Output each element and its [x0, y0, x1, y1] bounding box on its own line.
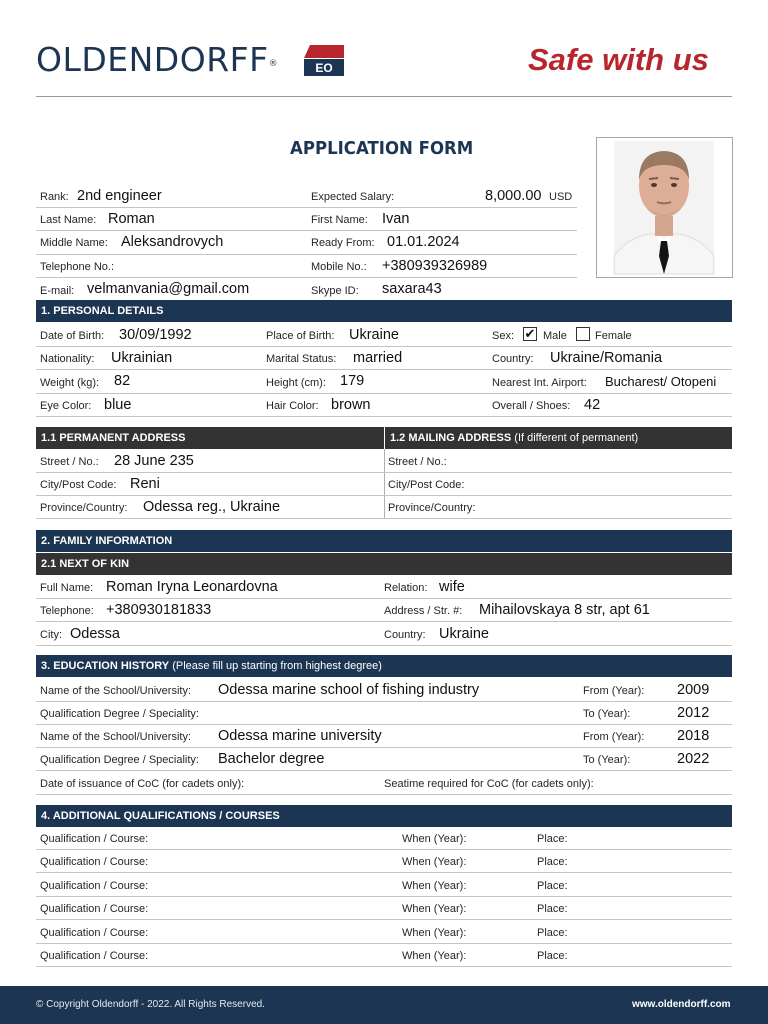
logo-registered-mark: ® — [268, 59, 279, 69]
province-value[interactable]: Odessa reg., Ukraine — [143, 499, 281, 515]
sex-male-label: Male — [543, 330, 567, 342]
school2-value[interactable]: Odessa marine university — [218, 728, 382, 744]
mailing-address-title: 1.2 MAILING ADDRESS — [390, 432, 512, 444]
dob-value[interactable]: 30/09/1992 — [119, 327, 192, 343]
kin-name-value[interactable]: Roman Iryna Leonardovna — [106, 579, 278, 595]
education-title: 3. EDUCATION HISTORY — [41, 660, 170, 672]
kin-city-value[interactable]: Odessa — [70, 626, 120, 642]
shoes-label: Overall / Shoes: — [492, 400, 571, 412]
personal-details-header: 1. PERSONAL DETAILS — [36, 300, 732, 322]
last-name-label: Last Name: — [40, 214, 97, 226]
course-place-label: Place: — [537, 856, 568, 868]
nationality-value[interactable]: Ukrainian — [111, 350, 173, 366]
course-when-label: When (Year): — [402, 856, 467, 868]
airport-value[interactable]: Bucharest/ Otopeni — [605, 374, 717, 389]
kin-country-label: Country: — [384, 629, 426, 641]
sex-label: Sex: — [492, 330, 515, 342]
kin-telephone-value[interactable]: +380930181833 — [106, 602, 212, 618]
marital-value[interactable]: married — [353, 350, 403, 366]
expected-salary-label: Expected Salary: — [311, 191, 395, 203]
rank-label: Rank: — [40, 191, 69, 203]
last-name-value[interactable]: Roman — [108, 211, 155, 227]
ready-from-value[interactable]: 01.01.2024 — [387, 234, 460, 250]
eye-color-value[interactable]: blue — [104, 397, 132, 413]
from2-value[interactable]: 2018 — [677, 728, 710, 744]
row-divider — [36, 770, 732, 771]
street-value[interactable]: 28 June 235 — [114, 453, 194, 469]
row-divider — [36, 747, 732, 748]
weight-label: Weight (kg): — [40, 377, 100, 389]
seatime-label: Seatime required for CoC (for cadets only): — [384, 778, 594, 790]
course-place-label: Place: — [537, 880, 568, 892]
marital-label: Marital Status: — [266, 353, 337, 365]
to2-label: To (Year): — [583, 754, 631, 766]
country-label: Country: — [492, 353, 534, 365]
kin-address-value[interactable]: Mihailovskaya 8 str, apt 61 — [479, 602, 650, 618]
hair-color-value[interactable]: brown — [331, 397, 371, 413]
pob-value[interactable]: Ukraine — [349, 327, 399, 343]
row-divider — [36, 207, 577, 208]
row-divider — [36, 724, 732, 725]
course-qualification-label: Qualification / Course: — [40, 903, 149, 915]
city-value[interactable]: Reni — [130, 476, 160, 492]
expected-salary-value[interactable]: 8,000.00 — [485, 188, 542, 204]
airport-label: Nearest Int. Airport: — [492, 377, 587, 389]
footer-website-link[interactable]: www.oldendorff.com — [632, 999, 731, 1010]
from1-label: From (Year): — [583, 685, 645, 697]
row-divider — [36, 416, 732, 417]
row-divider — [36, 919, 732, 920]
additional-qualifications-header: 4. ADDITIONAL QUALIFICATIONS / COURSES — [36, 805, 732, 827]
from1-value[interactable]: 2009 — [677, 682, 710, 698]
telephone-label: Telephone No.: — [40, 261, 114, 273]
email-value[interactable]: velmanvania@gmail.com — [87, 281, 250, 297]
kin-city-label: City: — [40, 629, 62, 641]
mailing-address-note: (If different of permanent) — [511, 432, 639, 444]
education-header — [36, 655, 732, 677]
row-divider — [36, 277, 577, 278]
ready-from-label: Ready From: — [311, 237, 375, 249]
mailing-address-header — [385, 427, 732, 449]
row-divider — [36, 393, 732, 394]
relation-label: Relation: — [384, 582, 428, 594]
footer-copyright: © Copyright Oldendorff - 2022. All Rights Reserved. — [36, 999, 265, 1010]
row-divider — [36, 621, 732, 622]
mobile-value[interactable]: +380939326989 — [382, 258, 488, 274]
row-divider — [36, 896, 732, 897]
skype-label: Skype ID: — [311, 285, 359, 297]
from2-label: From (Year): — [583, 731, 645, 743]
country-value[interactable]: Ukraine/Romania — [550, 350, 663, 366]
city-label: City/Post Code: — [40, 479, 117, 491]
course-when-label: When (Year): — [402, 903, 467, 915]
row-divider — [36, 794, 732, 795]
form-title: APPLICATION FORM — [290, 138, 474, 159]
school2-label: Name of the School/University: — [40, 731, 192, 743]
course-qualification-label: Qualification / Course: — [40, 927, 149, 939]
qual2-label: Qualification Degree / Speciality: — [40, 754, 199, 766]
row-divider — [36, 254, 577, 255]
sex-male-checkbox[interactable]: ✔ — [524, 326, 536, 341]
school1-value[interactable]: Odessa marine school of fishing industry — [218, 682, 480, 698]
to2-value[interactable]: 2022 — [677, 751, 710, 767]
relation-value[interactable]: wife — [439, 579, 465, 595]
province-label: Province/Country: — [40, 502, 128, 514]
shoes-value[interactable]: 42 — [584, 397, 601, 413]
row-divider — [36, 701, 732, 702]
middle-name-value[interactable]: Aleksandrovych — [121, 234, 224, 250]
middle-name-label: Middle Name: — [40, 237, 108, 249]
row-divider — [36, 943, 732, 944]
row-divider — [36, 495, 732, 496]
eo-badge-icon — [304, 45, 344, 76]
row-divider — [36, 369, 732, 370]
qual2-value[interactable]: Bachelor degree — [218, 751, 325, 767]
weight-value[interactable]: 82 — [114, 373, 131, 389]
first-name-value[interactable]: Ivan — [382, 211, 410, 227]
first-name-label: First Name: — [311, 214, 368, 226]
badge-text: EO — [315, 61, 333, 75]
permanent-address-header: 1.1 PERMANENT ADDRESS — [36, 427, 384, 449]
course-when-label: When (Year): — [402, 880, 467, 892]
course-when-label: When (Year): — [402, 950, 467, 962]
kin-telephone-label: Telephone: — [40, 605, 94, 617]
rank-value[interactable]: 2nd engineer — [77, 188, 162, 204]
eye-color-label: Eye Color: — [40, 400, 92, 412]
row-divider — [36, 518, 732, 519]
course-qualification-label: Qualification / Course: — [40, 880, 149, 892]
mailing-street-label: Street / No.: — [388, 456, 447, 468]
address-column-divider — [384, 449, 385, 519]
row-divider — [36, 849, 732, 850]
mobile-label: Mobile No.: — [311, 261, 367, 273]
hair-color-label: Hair Color: — [266, 400, 319, 412]
course-when-label: When (Year): — [402, 833, 467, 845]
company-logo — [36, 40, 278, 80]
skype-value[interactable]: saxara43 — [382, 281, 442, 297]
course-when-label: When (Year): — [402, 927, 467, 939]
course-place-label: Place: — [537, 833, 568, 845]
mailing-province-label: Province/Country: — [388, 502, 476, 514]
qual1-label: Qualification Degree / Speciality: — [40, 708, 199, 720]
slogan: Safe with us — [528, 42, 709, 77]
kin-address-label: Address / Str. #: — [384, 605, 463, 617]
street-label: Street / No.: — [40, 456, 99, 468]
to1-value[interactable]: 2012 — [677, 705, 710, 721]
height-label: Height (cm): — [266, 377, 326, 389]
email-label: E-mail: — [40, 285, 75, 297]
currency-label: USD — [549, 191, 573, 203]
course-qualification-label: Qualification / Course: — [40, 856, 149, 868]
coc-date-label: Date of issuance of CoC (for cadets only): — [40, 778, 245, 790]
applicant-portrait-icon — [597, 138, 732, 277]
course-place-label: Place: — [537, 950, 568, 962]
pob-label: Place of Birth: — [266, 330, 335, 342]
mailing-city-label: City/Post Code: — [388, 479, 465, 491]
dob-label: Date of Birth: — [40, 330, 105, 342]
course-qualification-label: Qualification / Course: — [40, 950, 149, 962]
header-divider — [36, 96, 732, 97]
row-divider — [36, 872, 732, 873]
row-divider — [36, 230, 577, 231]
sex-female-label: Female — [595, 330, 632, 342]
family-info-header: 2. FAMILY INFORMATION — [36, 530, 732, 552]
education-note: (Please fill up starting from highest degree) — [169, 660, 382, 672]
applicant-photo — [596, 137, 733, 278]
row-divider — [36, 598, 732, 599]
row-divider — [36, 645, 732, 646]
course-place-label: Place: — [537, 927, 568, 939]
logo-text: OLDENDORFF — [36, 40, 269, 79]
kin-name-label: Full Name: — [40, 582, 94, 594]
height-value[interactable]: 179 — [340, 373, 365, 389]
course-qualification-label: Qualification / Course: — [40, 833, 149, 845]
to1-label: To (Year): — [583, 708, 631, 720]
nationality-label: Nationality: — [40, 353, 95, 365]
school1-label: Name of the School/University: — [40, 685, 192, 697]
next-of-kin-header: 2.1 NEXT OF KIN — [36, 553, 732, 575]
sex-female-checkbox[interactable] — [576, 327, 590, 341]
row-divider — [36, 346, 732, 347]
kin-country-value[interactable]: Ukraine — [439, 626, 489, 642]
course-place-label: Place: — [537, 903, 568, 915]
row-divider — [36, 966, 732, 967]
row-divider — [36, 472, 732, 473]
